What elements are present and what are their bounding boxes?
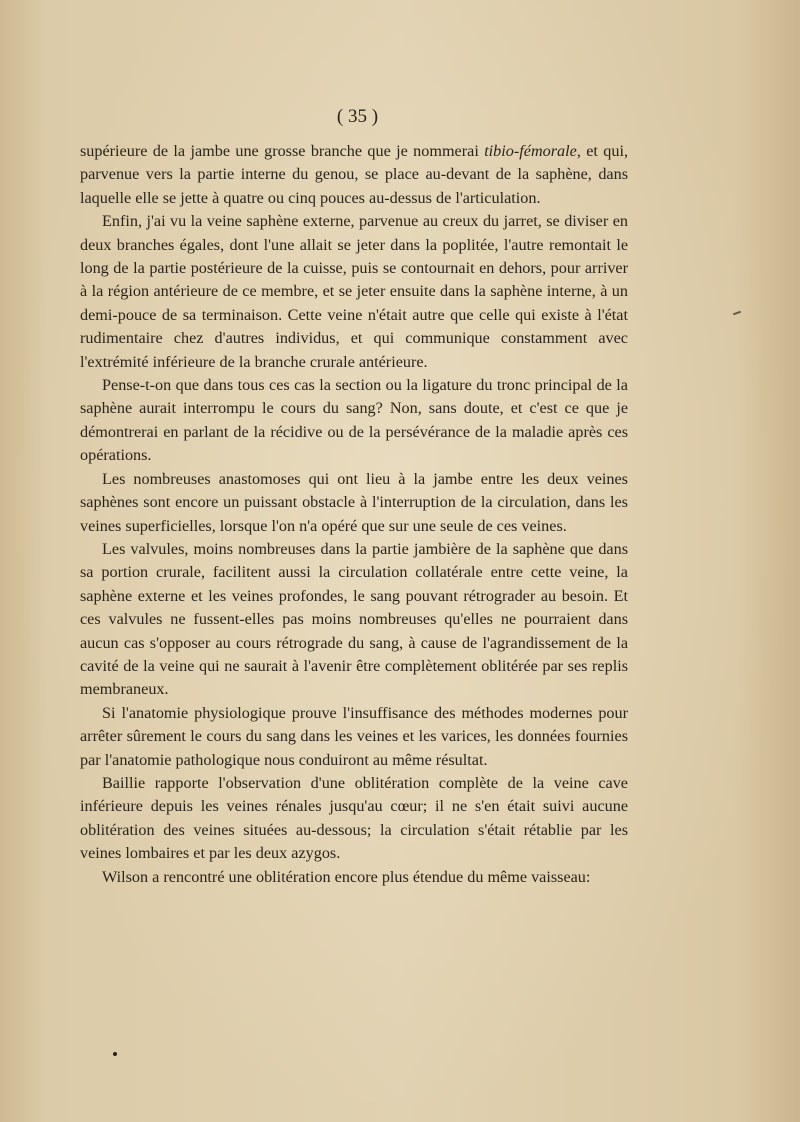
paragraph-1-emphasis: tibio-fémorale (484, 142, 577, 160)
paragraph-1-text-before: supérieure de la jambe une grosse branche que je nommerai (80, 142, 485, 160)
paragraph-8: Wilson a rencontré une oblitération encore plus étendue du même vaisseau: (102, 867, 591, 886)
body-text (80, 140, 628, 889)
margin-pencil-mark (733, 311, 741, 316)
paragraph-1 (80, 140, 628, 210)
paragraph-4: Les nombreuses anastomoses qui ont lieu à la jambe entre les deux veines saphènes sont encore un puissant obstacle à l'interruption de la circulation, dans les veines superficielles, lorsque l'on n'a opéré que sur une seule de ces veines. (80, 469, 628, 535)
page-number: ( 35 ) (336, 106, 379, 127)
paragraph-6: Si l'anatomie physiologique prouve l'insuffisance des méthodes modernes pour arrêter sûrement le cours du sang dans les veines et les varices, les données fournies par l'anatomie pathologique nous conduiront au même résultat. (80, 703, 628, 769)
paragraph-2: Enfin, j'ai vu la veine saphène externe, parvenue au creux du jarret, se diviser en deux branches égales, dont l'une allait se jeter dans la poplitée, l'autre remontait le long de la partie postérieure de la cuisse, puis se contournait en dehors, pour arriver à la région antérieure de ce membre, et se jeter ensuite dans la saphène interne, à un demi-pouce de sa terminaison. Cette veine n'était autre que celle qui existe à l'état rudimentaire chez d'autres individus, et qui communique constamment avec l'extrémité inférieure de la branche crurale antérieure. (80, 212, 628, 371)
paragraph-3: Pense-t-on que dans tous ces cas la section ou la ligature du tronc principal de la saphène aurait interrompu le cours du sang? Non, sans doute, et c'est ce que je démontrerai en parlant de la récidive ou de la persévérance de la maladie après ces opérations. (80, 376, 628, 465)
paragraph-7: Baillie rapporte l'observation d'une oblitération complète de la veine cave inférieure depuis les veines rénales jusqu'au cœur; il ne s'en était suivi aucune oblitération des veines situées au-dessous; la circulation s'était rétablie par les veines lombaires et par les deux azygos. (80, 773, 628, 863)
paragraph-5: Les valvules, moins nombreuses dans la partie jambière de la saphène que dans sa portion crurale, facilitent aussi la circulation collatérale entre cette veine, la saphène externe et les veines profondes, le sang pouvant rétrograder au besoin. Et ces valvules ne fussent-elles pas moins nombreuses qu'elles ne pourraient dans aucun cas s'opposer au cours rétrograde du sang, à cause de l'agrandissement de la cavité de la veine qui ne saurait à l'avenir être complètement oblitérée par ses replis membraneux. (80, 539, 628, 699)
paragraph-1-text-after: , et qui, parvenue vers la partie interne du genou, se place au-devant de la saphène, dans laquelle elle se jette à quatre ou cinq pouces au-dessus de l'articulation. (80, 142, 628, 207)
ink-spot (113, 1052, 117, 1056)
